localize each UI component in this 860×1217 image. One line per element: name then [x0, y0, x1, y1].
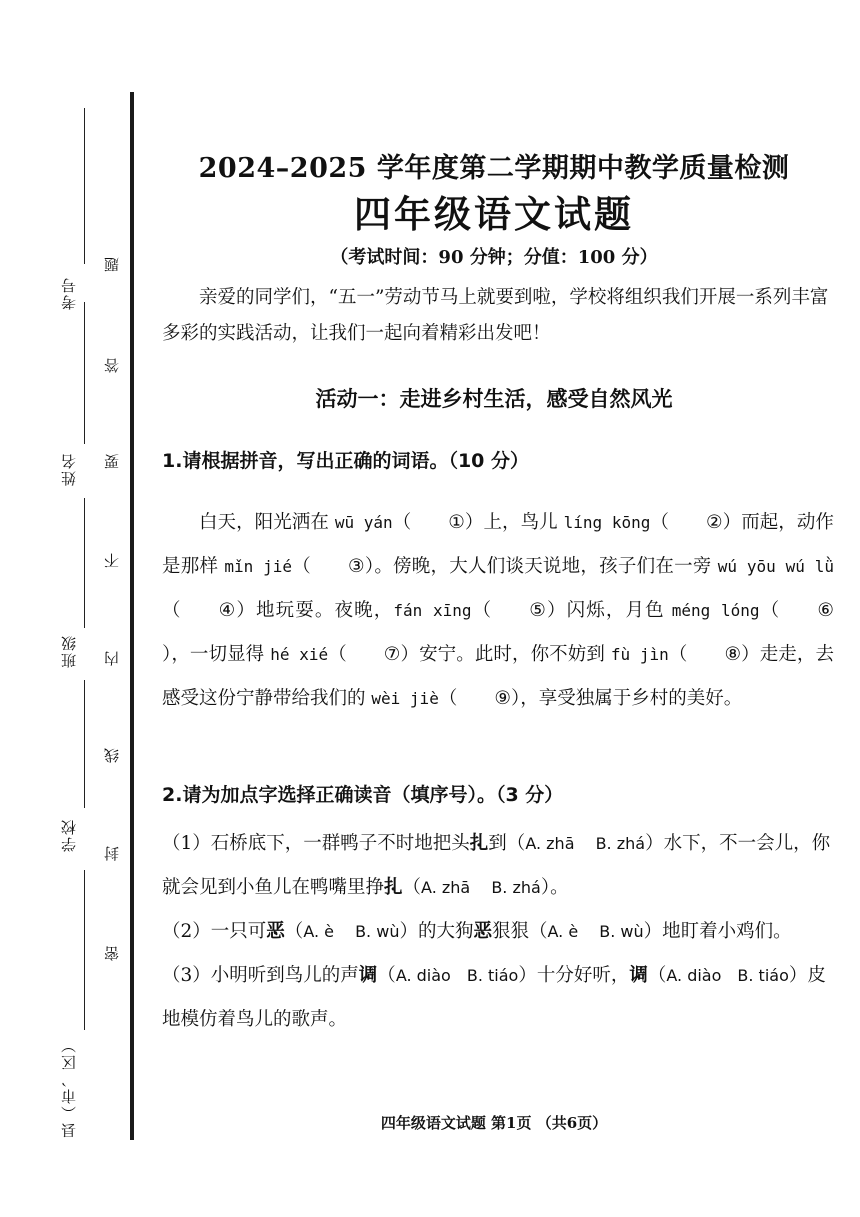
field-label-county: 县（市、区）	[60, 1036, 78, 1138]
margin-warning-char: 答	[103, 358, 121, 373]
item-text: （	[402, 877, 422, 898]
answer-blank[interactable]: ①	[448, 512, 465, 533]
question-1-heading: 1.请根据拼音，写出正确的词语。（10 分）	[162, 450, 529, 472]
field-label-school: 学校	[60, 818, 78, 852]
exam-info: （考试时间：90 分钟；分值：100 分）	[330, 247, 658, 268]
passage-text: 走走，去感受这份宁静带给我们的	[162, 644, 834, 709]
question-2-item-2	[162, 910, 834, 954]
dotted-char: 调 ·	[629, 965, 648, 986]
dotted-char: 调 ·	[359, 965, 378, 986]
county-underline	[84, 870, 85, 1030]
activity-title: 活动一：走进乡村生活，感受自然风光	[315, 387, 673, 411]
exam-title: 2024–2025 学年度第二学期期中教学质量检测	[198, 153, 790, 184]
margin-warning-char: 要	[103, 454, 121, 469]
pinyin: fán xīng	[393, 601, 472, 620]
margin-warning-char: 密	[103, 946, 121, 961]
pinyin: wèi jiè	[371, 689, 439, 708]
passage-text: 。傍晚，大人们谈天说地，孩子们在一旁	[374, 556, 718, 577]
passage-text: ，享受独属于乡村的美好。	[520, 688, 743, 709]
binding-line	[130, 92, 134, 1140]
intro-paragraph: 亲爱的同学们，“五一”劳动节马上就要到啦，学校将组织我们开展一系列丰富多彩的实践活动，让我们一起向着精彩出发吧！	[162, 287, 829, 344]
margin-warning-char: 内	[103, 651, 121, 666]
answer-blank[interactable]: ⑦	[383, 644, 401, 665]
passage-text: ，一切显得	[171, 644, 271, 665]
passage-text: 而起，动作是那样	[162, 512, 834, 577]
question-2-item-3	[162, 954, 834, 1042]
dotted-char: 扎 ·	[470, 833, 489, 854]
reading-options: A. diào B. tiáo	[666, 966, 789, 985]
item-text: ）皮地模仿着鸟儿的歌声。	[162, 965, 826, 1030]
passage-text: 闪烁，月色	[566, 600, 672, 621]
answer-blank[interactable]: ③	[347, 556, 365, 577]
reading-options: A. zhā B. zhá	[421, 878, 541, 897]
item-text: ）的大狗	[399, 921, 474, 942]
class-underline	[84, 498, 85, 628]
passage-text: 白天，阳光洒在	[199, 512, 335, 533]
school-underline	[84, 680, 85, 808]
item-text: ）地盯着小鸡们。	[643, 921, 792, 942]
reading-options: A. zhā B. zhá	[525, 834, 646, 853]
answer-blank[interactable]: ④	[218, 600, 236, 621]
answer-blank[interactable]: ②	[706, 512, 723, 533]
dotted-char: 恶 ·	[266, 921, 285, 942]
item-text: ）。	[540, 877, 569, 898]
item-text: 狠狠（	[492, 921, 548, 942]
item-text: （3）小明听到鸟儿的声	[162, 965, 359, 986]
answer-blank[interactable]: ⑤	[529, 600, 546, 621]
dotted-char: 恶 ·	[473, 921, 492, 942]
passage-text: 上，鸟儿	[483, 512, 564, 533]
margin-warning-char: 题	[103, 257, 121, 272]
item-text: （	[377, 965, 396, 986]
margin-warning-char: 线	[103, 748, 121, 763]
name-underline	[84, 302, 85, 444]
field-label-exam-number: 考号	[60, 276, 78, 310]
pinyin: wú yōu wú lǜ	[717, 557, 834, 576]
item-text: （	[647, 965, 667, 986]
reading-options: A. è B. wù	[303, 922, 400, 941]
item-text: 到（	[488, 833, 526, 854]
pinyin: wū yán	[334, 513, 393, 532]
answer-blank[interactable]: ⑥	[817, 600, 834, 621]
answer-blank[interactable]: ⑨	[494, 688, 511, 709]
pinyin: mǐn jié	[224, 557, 292, 576]
question-1-passage: 白天，阳光洒在 wū yán（ ①）上，鸟儿 líng kōng（ ②）而起，动作是那样 mǐn jié（ ③）。傍晚，大人们谈天说地，孩子们在一旁 wú yōu wú lǜ（ ④）地玩耍。夜晚，fán xīng（ ⑤）闪烁，月色 méng lóng（ ⑥），一切显得 hé xié（ ⑦）安宁。此时，你不妨到 fù jìn（ ⑧）走走，去感受这份宁静带给我们的 wèi jiè（ ⑨），享受独属于乡村的美好。	[162, 501, 834, 721]
pinyin: méng lóng	[671, 601, 760, 620]
item-text: （1）石桥底下，一群鸭子不时地把头	[162, 833, 470, 854]
item-text: ）水下，不一会儿，你就会见到小鱼儿在鸭嘴里挣	[162, 833, 831, 898]
reading-options: A. diào B. tiáo	[395, 966, 519, 985]
pinyin: fù jìn	[610, 645, 669, 664]
dotted-char: 扎 ·	[384, 877, 403, 898]
reading-options: A. è B. wù	[547, 922, 644, 941]
answer-blank[interactable]: ⑧	[724, 644, 742, 665]
question-2-heading: 2.请为加点字选择正确读音（填序号）。（3 分）	[162, 784, 564, 806]
pinyin: líng kōng	[563, 513, 651, 532]
question-2-item-1	[162, 822, 834, 910]
passage-text: 安宁。此时，你不妨到	[419, 644, 611, 665]
question-2-items	[162, 822, 834, 1042]
item-text: （	[284, 921, 304, 942]
passage-text: 地玩耍。夜晚，	[255, 600, 394, 621]
subject-title: 四年级语文试题	[354, 192, 634, 236]
margin-warning-char: 不	[103, 553, 121, 568]
field-label-class: 班级	[60, 634, 78, 668]
item-text: （2）一只可	[162, 921, 267, 942]
exam-number-underline	[84, 108, 85, 264]
item-text: ）十分好听，	[518, 965, 630, 986]
field-label-name: 姓名	[60, 452, 78, 486]
margin-warning-char: 封	[103, 846, 121, 861]
page-footer: 四年级语文试题 第1页 （共6页）	[380, 1114, 608, 1132]
pinyin: hé xié	[270, 645, 329, 664]
